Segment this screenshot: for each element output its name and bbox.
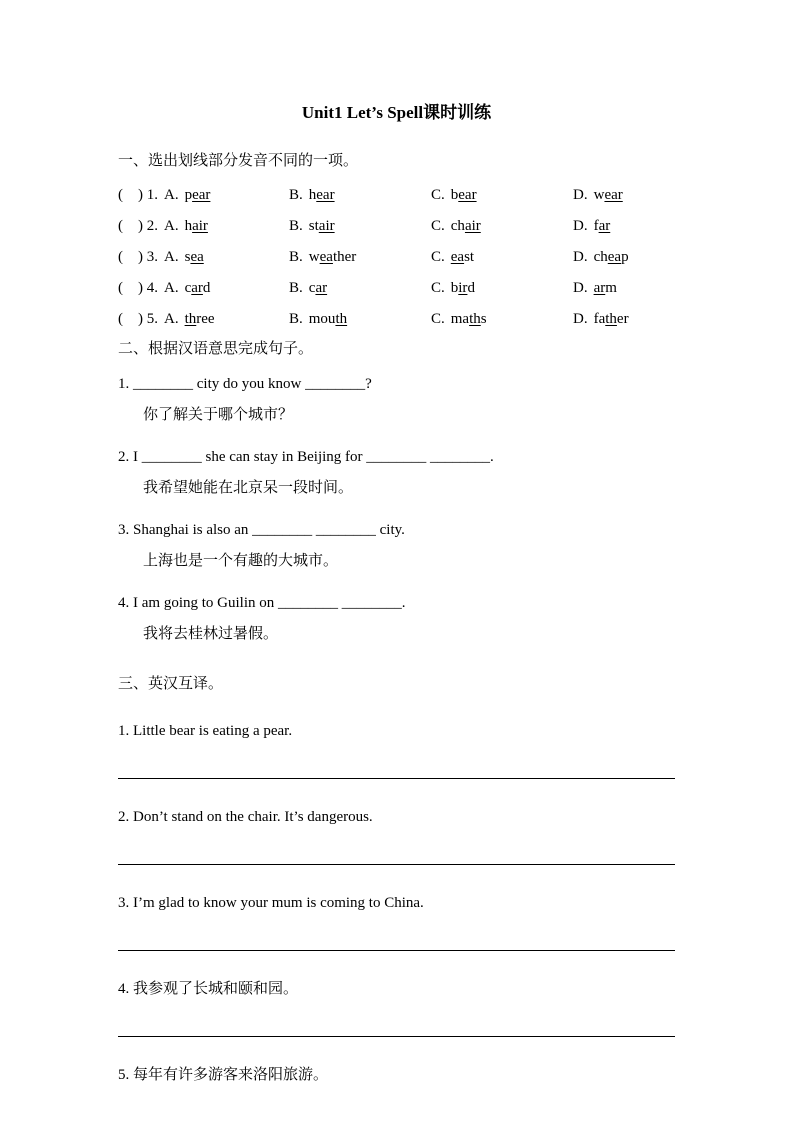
- word-post: m: [605, 280, 617, 296]
- word-pre: b: [450, 187, 459, 203]
- word-underlined: ar: [315, 280, 328, 296]
- translate-sentence: 3. I’m glad to know your mum is coming to China.: [118, 895, 424, 911]
- word-underlined: ea: [607, 249, 622, 265]
- word-underlined: th: [335, 311, 348, 327]
- fill-item-1: [118, 369, 675, 431]
- option-label: B.: [289, 218, 303, 234]
- page-title: Unit1 Let’s Spell课时训练: [301, 103, 492, 122]
- section3-heading: 三、英汉互译。: [118, 676, 224, 692]
- option-label: C.: [431, 249, 445, 265]
- option-label: C.: [431, 280, 445, 296]
- word-pre: b: [450, 280, 459, 296]
- word-post: er: [616, 311, 629, 327]
- fill-sentence-cn: 上海也是一个有趣的大城市。: [143, 553, 339, 569]
- option-word: [309, 280, 327, 296]
- word-underlined: th: [184, 311, 197, 327]
- option-word: [185, 187, 211, 203]
- fill-item-2: [118, 442, 675, 504]
- option-label: D.: [573, 311, 588, 327]
- word-post: st: [464, 249, 475, 265]
- option-label: C.: [431, 187, 445, 203]
- answer-line: [118, 950, 675, 951]
- option-label: D.: [573, 280, 588, 296]
- word-pre: c: [308, 280, 316, 296]
- option-d: [573, 180, 675, 211]
- fill-item-4: [118, 588, 675, 650]
- word-pre: h: [184, 218, 193, 234]
- option-label: B.: [289, 187, 303, 203]
- option-b: [289, 211, 431, 242]
- option-word: [185, 280, 211, 296]
- fill-item-3: [118, 515, 675, 577]
- option-label: A.: [164, 218, 179, 234]
- option-word: [309, 218, 335, 234]
- word-underlined: ar: [598, 218, 611, 234]
- translate-item-5: [118, 1064, 675, 1086]
- word-underlined: th: [605, 311, 617, 327]
- option-word: [594, 218, 611, 234]
- option-word: [185, 311, 215, 327]
- option-b: [289, 242, 431, 273]
- option-word: [594, 187, 623, 203]
- option-label: B.: [289, 311, 303, 327]
- word-underlined: ea: [319, 249, 333, 265]
- option-d: [573, 304, 675, 335]
- option-word: [451, 280, 475, 296]
- word-underlined: ear: [458, 187, 477, 203]
- option-c: [431, 211, 573, 242]
- option-word: [451, 249, 474, 265]
- word-underlined: air: [192, 218, 208, 234]
- translate-sentence: 1. Little bear is eating a pear.: [118, 723, 293, 739]
- word-pre: ma: [450, 311, 470, 327]
- option-c: [431, 180, 573, 211]
- word-underlined: ar: [593, 280, 606, 296]
- word-pre: w: [308, 249, 320, 265]
- option-word: [309, 187, 335, 203]
- option-label: C.: [431, 311, 445, 327]
- question-number: ( ) 4.: [118, 280, 158, 296]
- option-word: [309, 311, 347, 327]
- option-word: [594, 249, 629, 265]
- word-pre: ch: [450, 218, 465, 234]
- translate-sentence: 4. 我参观了长城和颐和园。: [118, 981, 299, 997]
- option-c: [431, 304, 573, 335]
- word-pre: st: [308, 218, 319, 234]
- word-pre: fa: [593, 311, 606, 327]
- option-word: [185, 249, 204, 265]
- section2-heading: 二、根据汉语意思完成句子。: [118, 341, 314, 357]
- word-post: s: [480, 311, 487, 327]
- question-number: ( ) 2.: [118, 218, 158, 234]
- option-word: [594, 311, 629, 327]
- option-word: [309, 249, 357, 265]
- pronunciation-row-3: [118, 242, 675, 273]
- question-number: ( ) 5.: [118, 311, 158, 327]
- pronunciation-row-4: [118, 273, 675, 304]
- pronunciation-row-2: [118, 211, 675, 242]
- translate-item-1: [118, 720, 675, 779]
- option-label: B.: [289, 280, 303, 296]
- section1-heading: 一、选出划线部分发音不同的一项。: [118, 153, 359, 169]
- word-pre: s: [184, 249, 191, 265]
- option-word: [451, 218, 481, 234]
- question-number: ( ) 3.: [118, 249, 158, 265]
- fill-sentence-cn: 我将去桂林过暑假。: [143, 626, 279, 642]
- option-label: A.: [164, 249, 179, 265]
- question-number: ( ) 1.: [118, 187, 158, 203]
- fill-sentence-en: 4. I am going to Guilin on ________ ________.: [118, 595, 406, 611]
- word-pre: w: [593, 187, 605, 203]
- option-d: [573, 242, 675, 273]
- word-pre: h: [308, 187, 317, 203]
- option-d: [573, 211, 675, 242]
- option-c: [431, 242, 573, 273]
- fill-sentence-en: 1. ________ city do you know ________?: [118, 376, 372, 392]
- translate-sentence: 2. Don’t stand on the chair. It’s dangerous.: [118, 809, 373, 825]
- option-a: [118, 273, 289, 304]
- word-post: ree: [196, 311, 215, 327]
- fill-sentence-en: 3. Shanghai is also an ________ ________ city.: [118, 522, 405, 538]
- word-underlined: ar: [191, 280, 203, 296]
- option-b: [289, 180, 431, 211]
- word-post: d: [202, 280, 211, 296]
- option-label: A.: [164, 280, 179, 296]
- word-pre: c: [184, 280, 192, 296]
- option-word: [451, 187, 477, 203]
- word-underlined: ear: [316, 187, 335, 203]
- option-label: B.: [289, 249, 303, 265]
- fill-sentence-cn: 我希望她能在北京呆一段时间。: [143, 480, 354, 496]
- word-underlined: th: [469, 311, 481, 327]
- word-pre: p: [184, 187, 193, 203]
- word-post: d: [467, 280, 475, 296]
- word-underlined: ear: [192, 187, 211, 203]
- option-word: [451, 311, 487, 327]
- option-a: [118, 180, 289, 211]
- option-label: D.: [573, 218, 588, 234]
- option-d: [573, 273, 675, 304]
- translate-item-4: [118, 978, 675, 1037]
- word-underlined: air: [464, 218, 481, 234]
- fill-sentence-cn: 你了解关于哪个城市？: [143, 407, 294, 423]
- option-b: [289, 304, 431, 335]
- option-a: [118, 242, 289, 273]
- answer-line: [118, 1036, 675, 1037]
- word-underlined: ea: [450, 249, 465, 265]
- option-word: [185, 218, 208, 234]
- word-underlined: ea: [190, 249, 204, 265]
- word-underlined: air: [318, 218, 335, 234]
- word-underlined: ear: [604, 187, 623, 203]
- translate-sentence: 5. 每年有许多游客来洛阳旅游。: [118, 1067, 329, 1083]
- option-word: [594, 280, 617, 296]
- translate-item-2: [118, 806, 675, 865]
- fill-sentence-en: 2. I ________ she can stay in Beijing for ________ ________.: [118, 449, 494, 465]
- word-pre: ch: [593, 249, 608, 265]
- translate-item-3: [118, 892, 675, 951]
- answer-line: [118, 864, 675, 865]
- option-a: [118, 304, 289, 335]
- word-underlined: ir: [458, 280, 468, 296]
- option-c: [431, 273, 573, 304]
- option-label: A.: [164, 187, 179, 203]
- option-label: A.: [164, 311, 179, 327]
- option-label: C.: [431, 218, 445, 234]
- pronunciation-row-5: [118, 304, 675, 335]
- word-pre: mou: [308, 311, 336, 327]
- option-b: [289, 273, 431, 304]
- word-post: ther: [332, 249, 357, 265]
- word-pre: f: [593, 218, 599, 234]
- answer-line: [118, 778, 675, 779]
- option-label: D.: [573, 187, 588, 203]
- option-a: [118, 211, 289, 242]
- word-post: p: [621, 249, 629, 265]
- pronunciation-row-1: [118, 180, 675, 211]
- option-label: D.: [573, 249, 588, 265]
